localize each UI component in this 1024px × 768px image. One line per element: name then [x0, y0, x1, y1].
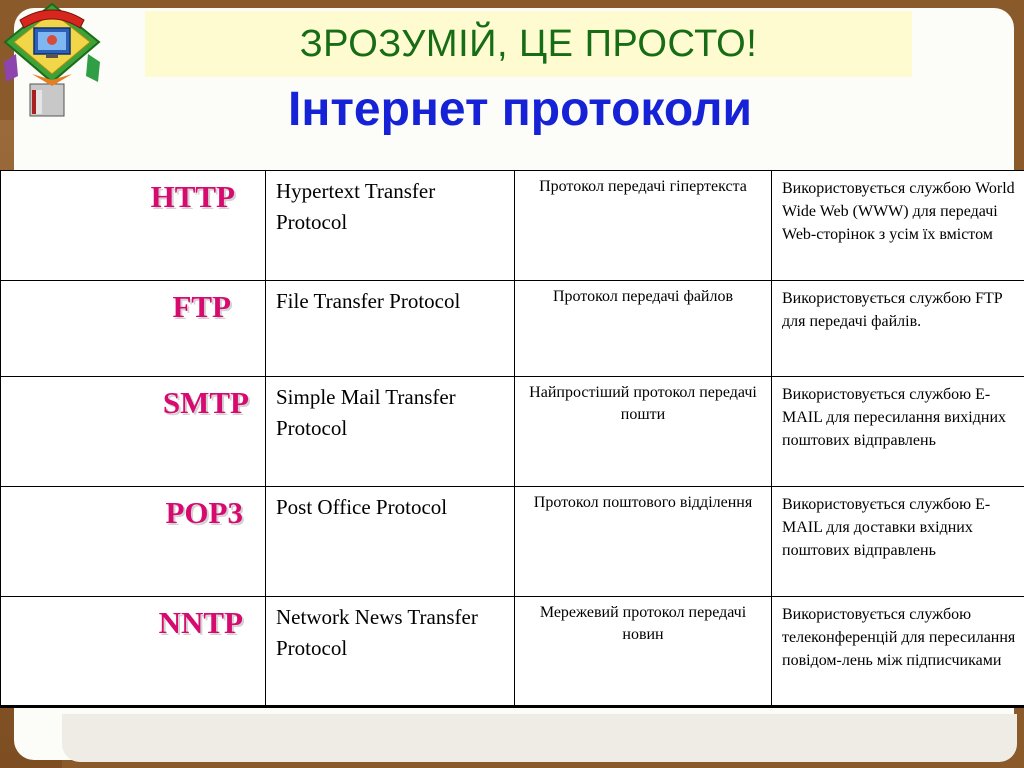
abbr-cell — [1, 487, 266, 597]
protocol-description: Використовується службою FTP для передачі файлів. — [782, 290, 1003, 330]
ua-cell — [515, 487, 772, 597]
protocol-translation: Протокол передачі гіпертекста — [539, 178, 747, 195]
ua-cell — [515, 377, 772, 487]
name-cell — [266, 597, 515, 707]
desc-cell — [772, 281, 1024, 377]
protocol-translation: Найпростіший протокол передачі пошти — [529, 384, 757, 423]
protocol-name: Simple Mail Transfer Protocol — [276, 385, 456, 440]
paper-bottom-edge — [62, 714, 1017, 762]
name-cell — [266, 487, 515, 597]
ua-cell — [515, 597, 772, 707]
page-title: Інтернет протоколи — [288, 83, 752, 136]
abbr-cell — [1, 281, 266, 377]
protocol-abbr: FTP — [172, 289, 231, 324]
protocol-translation: Мережевий протокол передачі новин — [539, 604, 747, 643]
slogan-banner — [145, 11, 912, 77]
slogan-text: ЗРОЗУМІЙ, ЦЕ ПРОСТО! — [299, 22, 758, 65]
table-row — [1, 171, 1024, 281]
name-cell — [266, 377, 515, 487]
desc-cell — [772, 597, 1024, 707]
protocol-translation: Протокол поштового відділення — [533, 494, 753, 511]
ua-cell — [515, 281, 772, 377]
name-cell — [266, 171, 515, 281]
table-row — [1, 487, 1024, 597]
abbr-cell — [1, 597, 266, 707]
protocol-description: Використовується службою телеконференцій для пересилання повідом-лень між підписчиками — [782, 606, 1016, 669]
protocol-name: File Transfer Protocol — [276, 289, 461, 313]
protocol-name: Hypertext Transfer Protocol — [276, 179, 436, 234]
protocols-table — [0, 170, 1024, 708]
protocol-description: Використовується службою World Wide Web (WWW) для передачі Web-сторінок з усім їх вмістом — [782, 180, 1015, 243]
table-row — [1, 597, 1024, 707]
desc-cell — [772, 377, 1024, 487]
desc-cell — [772, 487, 1024, 597]
ua-cell — [515, 171, 772, 281]
protocol-abbr: HTTP — [150, 179, 235, 214]
abbr-cell — [1, 377, 266, 487]
abbr-cell — [1, 171, 266, 281]
desc-cell — [772, 171, 1024, 281]
protocol-name: Post Office Protocol — [276, 495, 448, 519]
protocol-description: Використовується службою E-MAIL для пересилання вихідних поштових відправлень — [782, 386, 1006, 449]
table-row — [1, 377, 1024, 487]
protocol-abbr: SMTP — [162, 385, 249, 420]
table-row — [1, 281, 1024, 377]
protocol-translation: Протокол передачі файлов — [552, 288, 734, 305]
protocol-abbr: POP3 — [165, 495, 243, 530]
protocol-abbr: NNTP — [158, 605, 243, 640]
protocol-name: Network News Transfer Protocol — [276, 605, 478, 660]
protocol-description: Використовується службою E-MAIL для доставки вхідних поштових відправлень — [782, 496, 991, 559]
name-cell — [266, 281, 515, 377]
